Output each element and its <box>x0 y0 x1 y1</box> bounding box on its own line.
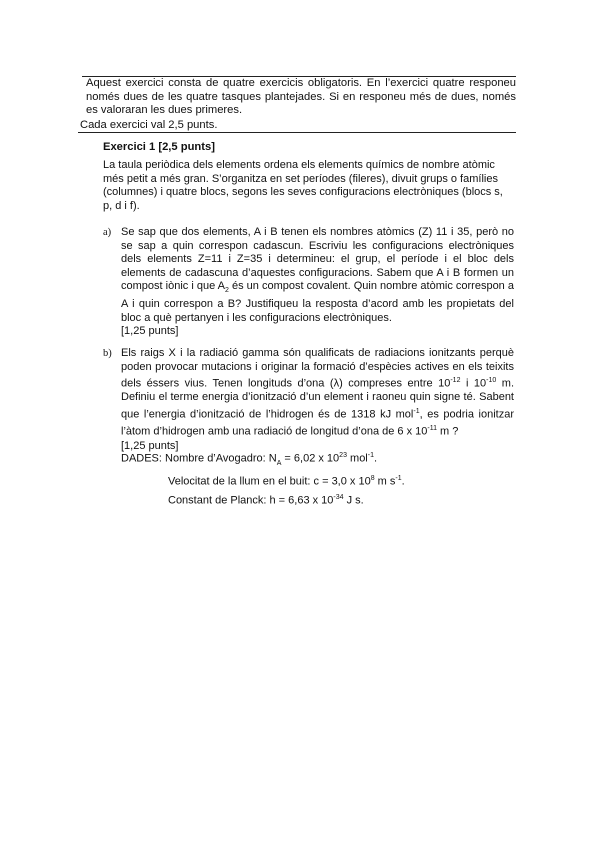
task-b-text-4: , es podria ionitzar l’àtom d’hidrogen amb una radiació de longitud d’ona de 6 x 10 <box>121 408 514 438</box>
light-exponent: 8 <box>370 474 375 482</box>
exercise-title: Exercici 1 [2,5 punts] <box>103 141 215 153</box>
planck-text: Constant de Planck: h = 6,63 x 10 <box>168 494 334 507</box>
light-unit: m s <box>374 475 396 488</box>
avogadro-unit: mol <box>346 452 368 465</box>
data-planck <box>121 490 405 509</box>
task-b-exp-4: -11 <box>427 425 437 433</box>
task-a-text-1: Se sap que dos elements, A i B tenen els nombres atòmics (Z) 11 i 35, però no se sap a quin correspon cadascun. Escriviu les configuracions electròniques dels elements Z=11 i Z=35 i determineu: el grup, el període i el bloc dels elements de cadascuna d’aquestes configuracions. Sabem que A i B formen un compost iònic i que A <box>121 226 514 293</box>
light-end: . <box>401 475 405 488</box>
light-unit-exponent: -1 <box>395 474 402 482</box>
data-avogadro <box>121 448 405 471</box>
task-b-text-1: Els raigs X i la radiació gamma són qualificats de radiacions ionitzants perquè poden provocar mutacions i originar la formació d’espècies actives en els teixits dels éssers vius. Tenen longituds d’ona (λ) compreses entre 10 <box>121 347 514 390</box>
data-block <box>121 448 405 508</box>
exercise-description: La taula periòdica dels elements ordena els elements químics de nombre atòmic més petit a més gran. S’organitza en set períodes (fileres), divuit grups o famílies (columnes) i quatre blocs, segons les seves configuracions electròniques (blocs s, p, d i f). <box>103 159 503 212</box>
task-a-marker: a) <box>103 227 112 238</box>
task-a <box>121 226 514 339</box>
task-b-points: [1,25 punts] <box>121 439 179 452</box>
data-light-speed <box>121 471 405 490</box>
task-b-exp-1: -12 <box>450 377 461 385</box>
avogadro-exponent: 23 <box>339 452 347 459</box>
planck-end: J s. <box>343 494 364 507</box>
task-b-text-2: i 10 <box>460 377 487 390</box>
task-b <box>121 347 514 453</box>
task-b-text-3: m. Definiu el terme energia d’ionització d’un element i raoneu quin signe té. Sabent que l’energia d’ionització de l’hidrogen és de 1318 kJ mol <box>121 377 514 421</box>
data-label: DADES: Nombre d’Avogadro: N <box>121 452 277 465</box>
avogadro-end: . <box>373 452 378 465</box>
task-a-subscript: 2 <box>225 287 229 295</box>
avogadro-subscript: A <box>276 459 282 467</box>
avogadro-unit-exponent: -1 <box>367 452 374 459</box>
task-b-exp-3: -1 <box>413 408 420 416</box>
planck-exponent: -34 <box>333 493 344 501</box>
task-a-text-2: és un compost covalent. Quin nombre atòmic correspon a A i quin correspon a B? Justifiqueu la resposta d’acord amb les propietats del bloc a què pertanyen i les configuracions electròniques. <box>121 280 514 324</box>
task-b-marker: b) <box>103 348 112 359</box>
task-b-exp-2: -10 <box>486 377 497 385</box>
task-b-text-5: m ? <box>437 425 459 438</box>
intro-value-line: Cada exercici val 2,5 punts. <box>80 119 218 131</box>
intro-text: Aquest exercici consta de quatre exercicis obligatoris. En l’exercici quatre responeu només dues de les quatre tasques plantejades. Si en responeu més de dues, només es valoraran les dues primeres. <box>86 77 516 116</box>
task-a-points: [1,25 punts] <box>121 325 179 338</box>
avogadro-value: = 6,02 x 10 <box>281 452 340 465</box>
light-text: Velocitat de la llum en el buit: c = 3,0 x 10 <box>168 475 371 488</box>
intro-bottom-rule <box>78 132 516 133</box>
